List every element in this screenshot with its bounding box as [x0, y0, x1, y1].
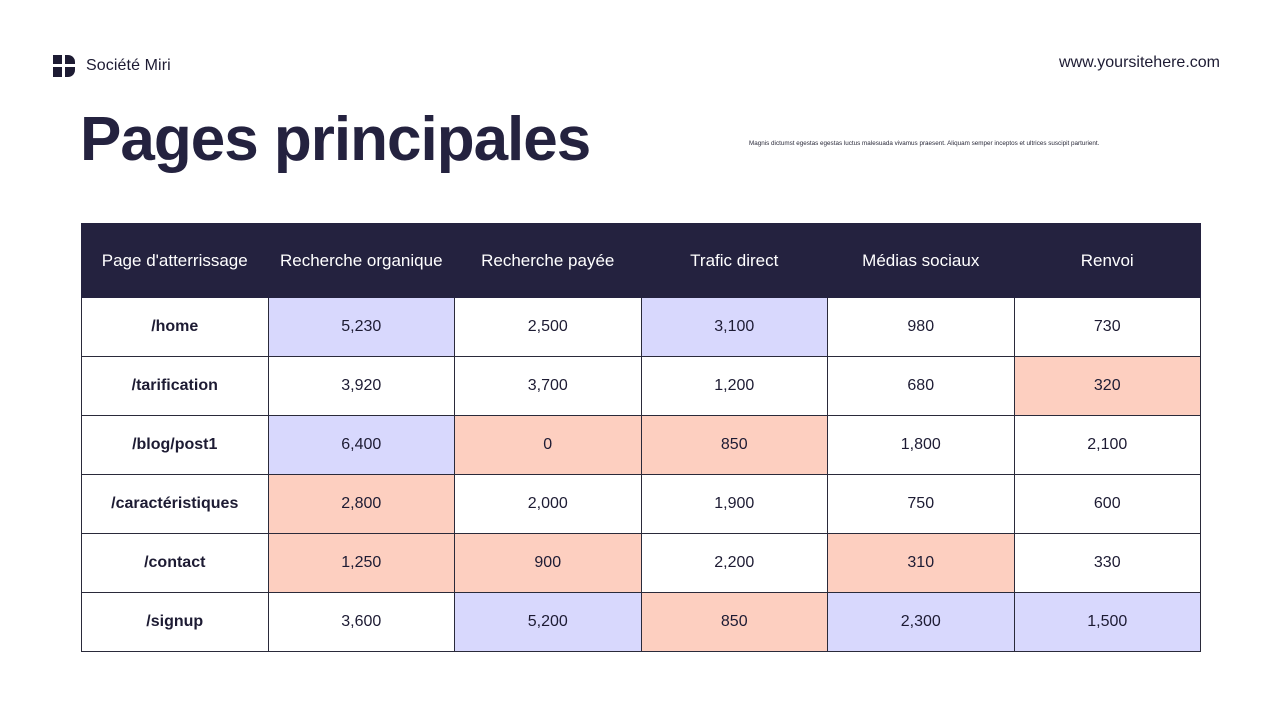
page-cell: /tarification: [82, 357, 269, 416]
subtitle-text: Magnis dictumst egestas egestas luctus malesuada vivamus praesent. Aliquam semper inceptos et ultrices suscipit parturient.: [749, 140, 1100, 147]
value-cell: 980: [828, 298, 1015, 357]
page-cell: /contact: [82, 534, 269, 593]
value-cell: 2,100: [1014, 416, 1201, 475]
value-cell: 3,600: [268, 593, 455, 652]
column-header: Renvoi: [1014, 224, 1201, 298]
value-cell: 750: [828, 475, 1015, 534]
table-row: [82, 357, 1201, 416]
value-cell: 1,500: [1014, 593, 1201, 652]
table-row: [82, 534, 1201, 593]
column-header: Trafic direct: [641, 224, 828, 298]
value-cell: 850: [641, 593, 828, 652]
value-cell: 330: [1014, 534, 1201, 593]
value-cell: 1,200: [641, 357, 828, 416]
column-header: Médias sociaux: [828, 224, 1015, 298]
column-header: Page d'atterrissage: [82, 224, 269, 298]
value-cell: 3,700: [455, 357, 642, 416]
value-cell: 310: [828, 534, 1015, 593]
value-cell: 600: [1014, 475, 1201, 534]
table-row: [82, 475, 1201, 534]
brand-name: Société Miri: [86, 57, 171, 74]
value-cell: 850: [641, 416, 828, 475]
table-row: [82, 416, 1201, 475]
brand: [52, 54, 171, 78]
value-cell: 900: [455, 534, 642, 593]
table-row: [82, 593, 1201, 652]
value-cell: 320: [1014, 357, 1201, 416]
value-cell: 1,800: [828, 416, 1015, 475]
value-cell: 2,000: [455, 475, 642, 534]
value-cell: 730: [1014, 298, 1201, 357]
column-header: Recherche payée: [455, 224, 642, 298]
value-cell: 680: [828, 357, 1015, 416]
value-cell: 0: [455, 416, 642, 475]
page-cell: /signup: [82, 593, 269, 652]
value-cell: 2,200: [641, 534, 828, 593]
page-cell: /caractéristiques: [82, 475, 269, 534]
page-title: Pages principales: [80, 105, 591, 174]
value-cell: 5,230: [268, 298, 455, 357]
site-url[interactable]: www.yoursitehere.com: [1059, 54, 1220, 71]
value-cell: 2,800: [268, 475, 455, 534]
value-cell: 6,400: [268, 416, 455, 475]
value-cell: 2,500: [455, 298, 642, 357]
value-cell: 1,250: [268, 534, 455, 593]
value-cell: 3,100: [641, 298, 828, 357]
page-cell: /home: [82, 298, 269, 357]
value-cell: 5,200: [455, 593, 642, 652]
blocks-logo-icon: [52, 54, 76, 78]
table-row: [82, 298, 1201, 357]
value-cell: 3,920: [268, 357, 455, 416]
value-cell: 1,900: [641, 475, 828, 534]
table-header-row: [82, 224, 1201, 298]
value-cell: 2,300: [828, 593, 1015, 652]
column-header: Recherche organique: [268, 224, 455, 298]
traffic-table: [81, 223, 1201, 652]
page-cell: /blog/post1: [82, 416, 269, 475]
